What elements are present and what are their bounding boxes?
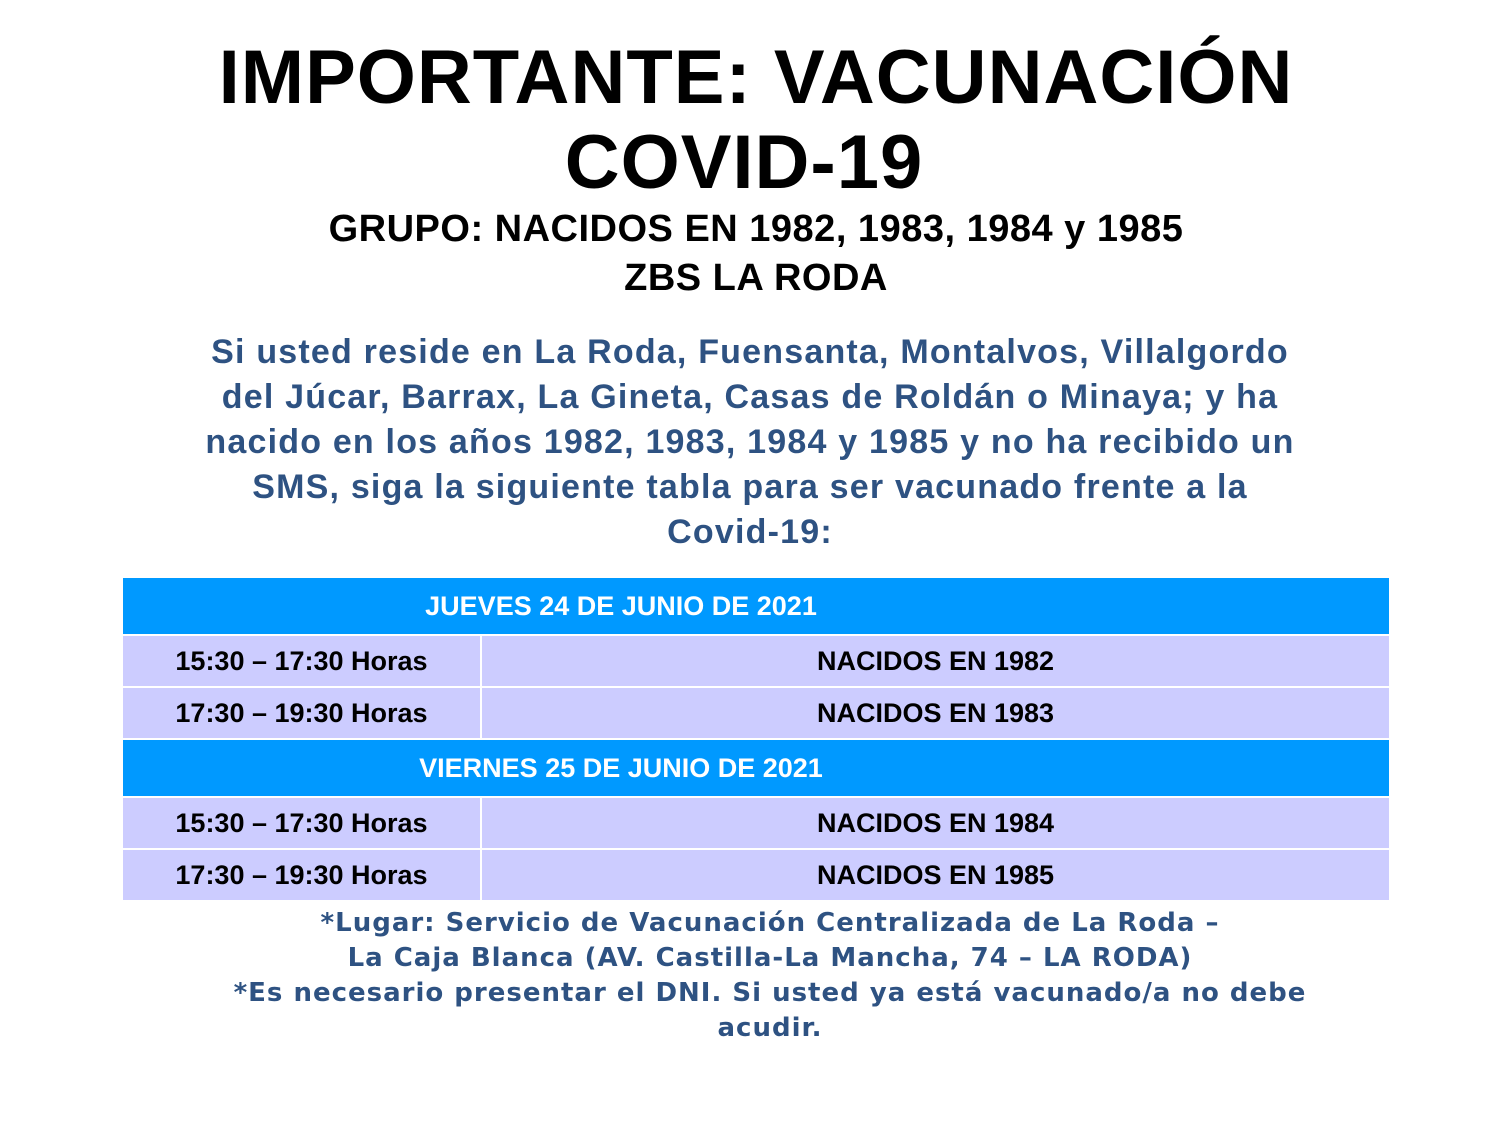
intro-line: SMS, siga la siguiente tabla para ser vacunado frente a la: [252, 468, 1248, 506]
schedule-table: [123, 578, 1389, 902]
day-label: VIERNES 25 DE JUNIO DE 2021: [419, 752, 823, 783]
intro-paragraph: [80, 330, 1420, 555]
table-row: [123, 849, 1389, 901]
table-row: [123, 687, 1389, 739]
time-slot-cell: 15:30 – 17:30 Horas: [123, 797, 481, 849]
group-subtitle: GRUPO: NACIDOS EN 1982, 1983, 1984 y 1985: [328, 208, 1184, 250]
day-header: [123, 739, 1389, 797]
time-slot-cell: 15:30 – 17:30 Horas: [123, 635, 481, 687]
title-line-2: COVID-19: [564, 120, 924, 205]
footer-line: acudir.: [717, 1013, 823, 1043]
footer-line: La Caja Blanca (AV. Castilla-La Mancha, 74 – LA RODA): [347, 943, 1193, 973]
day-header-row: [123, 739, 1389, 797]
table-row: [123, 797, 1389, 849]
zone-subtitle: ZBS LA RODA: [624, 257, 888, 299]
table-row: [123, 635, 1389, 687]
birth-year-cell: NACIDOS EN 1982: [481, 635, 1389, 687]
intro-line: del Júcar, Barrax, La Gineta, Casas de Roldán o Minaya; y ha: [221, 378, 1279, 416]
day-label: JUEVES 24 DE JUNIO DE 2021: [425, 590, 817, 621]
intro-line: nacido en los años 1982, 1983, 1984 y 1985 y no ha recibido un: [205, 423, 1295, 461]
day-header: [123, 578, 1389, 635]
time-slot-cell: 17:30 – 19:30 Horas: [123, 687, 481, 739]
birth-year-cell: NACIDOS EN 1983: [481, 687, 1389, 739]
footer-line: *Lugar: Servicio de Vacunación Centralizada de La Roda –: [320, 908, 1220, 938]
day-header-row: [123, 578, 1389, 635]
title-line-1: IMPORTANTE: VACUNACIÓN: [218, 35, 1294, 120]
intro-line: Si usted reside en La Roda, Fuensanta, Montalvos, Villalgordo: [211, 333, 1289, 371]
intro-line: Covid-19:: [667, 513, 833, 551]
footer-line: *Es necesario presentar el DNI. Si usted ya está vacunado/a no debe: [233, 978, 1307, 1008]
time-slot-cell: 17:30 – 19:30 Horas: [123, 849, 481, 901]
birth-year-cell: NACIDOS EN 1985: [481, 849, 1389, 901]
location-notes: [150, 906, 1390, 1046]
birth-year-cell: NACIDOS EN 1984: [481, 797, 1389, 849]
